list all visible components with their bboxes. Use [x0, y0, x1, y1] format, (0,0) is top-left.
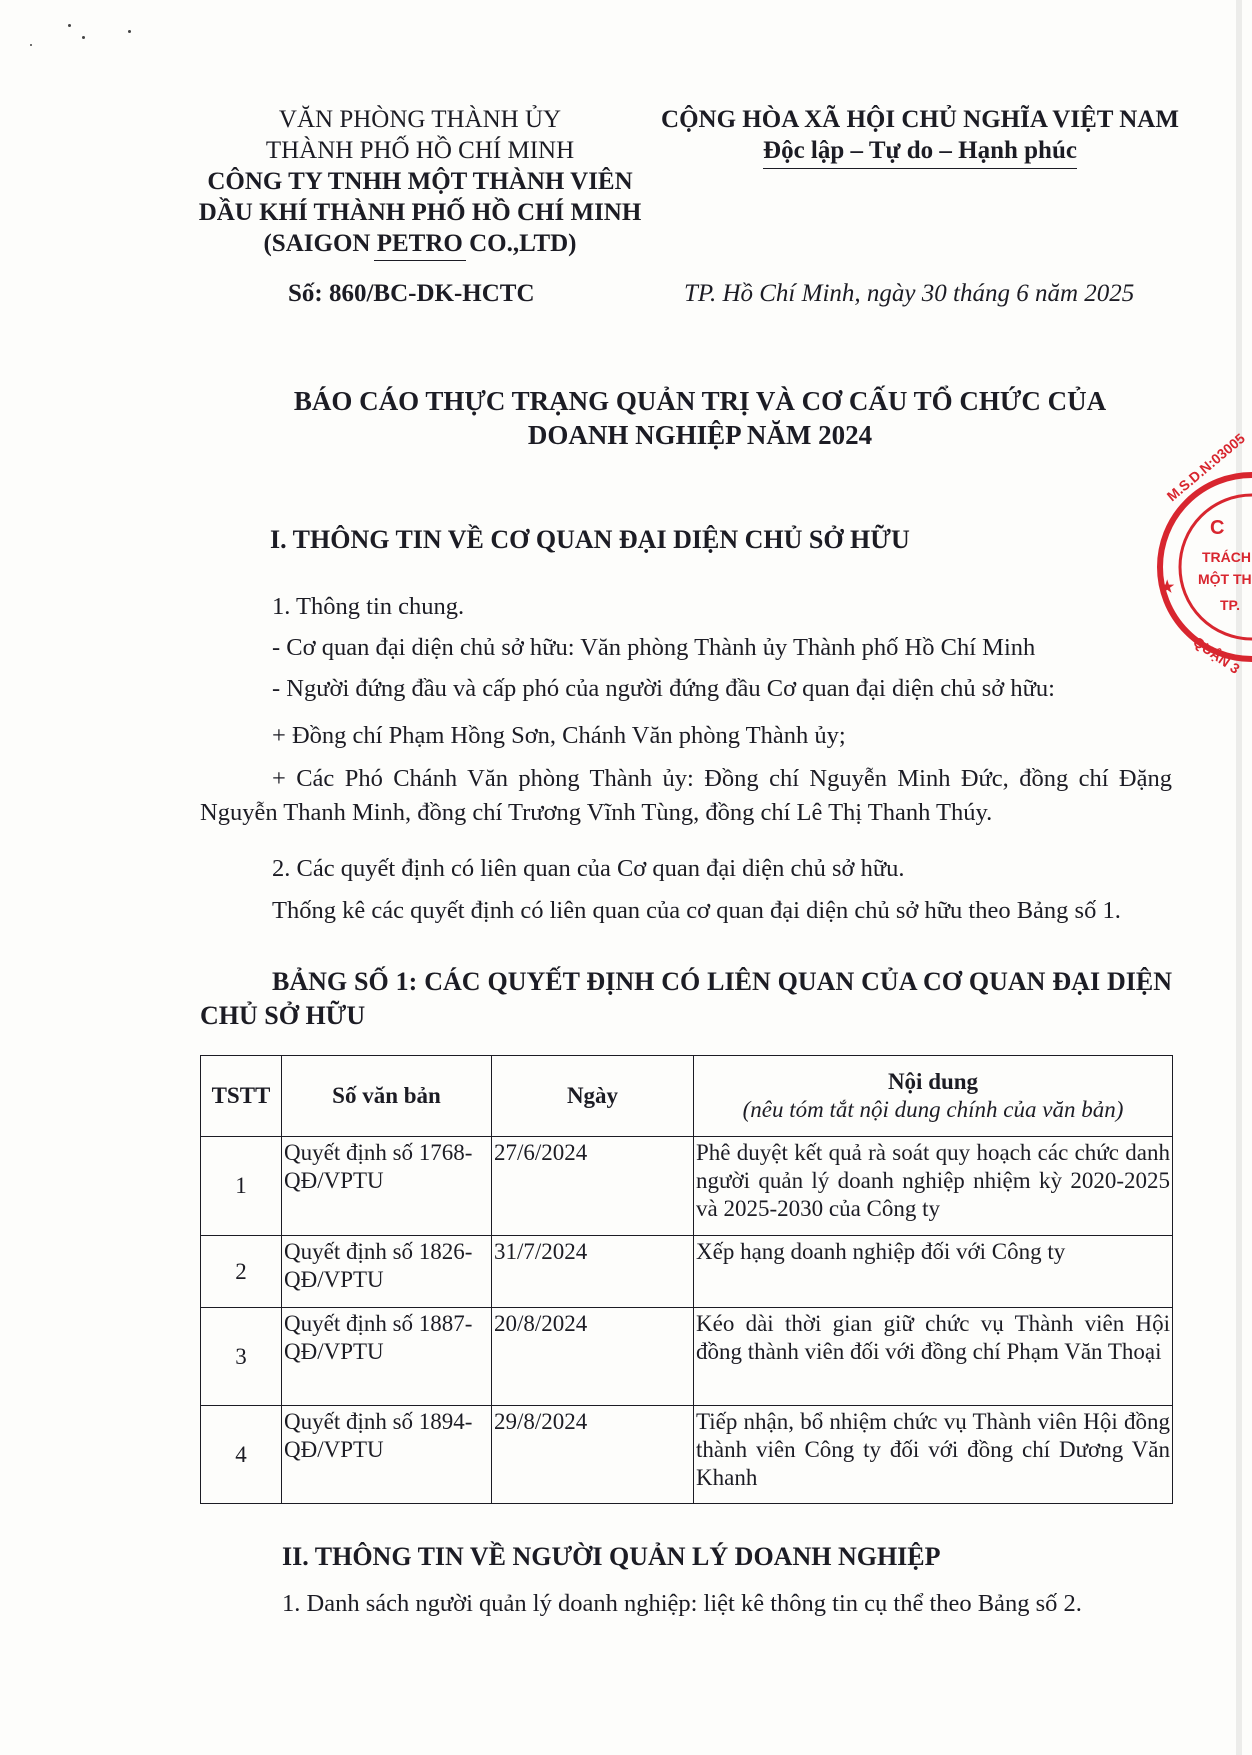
scan-edge [1236, 0, 1242, 1755]
issuer-line-2: THÀNH PHỐ HỒ CHÍ MINH [265, 137, 575, 164]
report-title-line-2: DOANH NGHIỆP NĂM 2024 [527, 420, 873, 450]
header-date: Ngày [492, 1056, 694, 1137]
row-document-number: Quyết định số 1894-QĐ/VPTU [282, 1406, 492, 1504]
scan-speck [68, 24, 71, 27]
company-seal-stamp [1152, 430, 1252, 677]
issuer-line-1: VĂN PHÒNG THÀNH ỦY [278, 106, 562, 133]
section-2-sub-1: 1. Danh sách người quản lý doanh nghiệp: liệt kê thông tin cụ thể theo Bảng số 2. [282, 1590, 1082, 1617]
row-index: 4 [201, 1406, 282, 1504]
table-1-caption: BẢNG SỐ 1: CÁC QUYẾT ĐỊNH CÓ LIÊN QUAN CỦA CƠ QUAN ĐẠI DIỆN CHỦ SỞ HỮU [200, 967, 1172, 1030]
agency-heads-line: - Người đứng đầu và cấp phó của người đứng đầu Cơ quan đại diện chủ sở hữu: [272, 675, 1055, 702]
table-header-row [201, 1056, 1173, 1137]
deputies-paragraph: + Các Phó Chánh Văn phòng Thành ủy: Đồng chí Nguyễn Minh Đức, đồng chí Đặng Nguyễn Thanh Minh, đồng chí Trương Vĩnh Tùng, đồng chí Lê Thị Thanh Thúy. [200, 765, 1172, 826]
header-tstt: TSTT [201, 1056, 282, 1137]
chief-line: + Đồng chí Phạm Hồng Sơn, Chánh Văn phòng Thành ủy; [272, 722, 846, 749]
table-row [201, 1236, 1173, 1308]
issuer-line-3: CÔNG TY TNHH MỘT THÀNH VIÊN [207, 168, 633, 195]
section-1-sub-1: 1. Thông tin chung. [272, 593, 465, 620]
row-document-number: Quyết định số 1768-QĐ/VPTU [282, 1137, 492, 1236]
header-content [694, 1056, 1173, 1137]
row-index: 3 [201, 1308, 282, 1406]
table-row [201, 1137, 1173, 1236]
svg-text:C: C [1210, 517, 1225, 539]
section-1-heading: I. THÔNG TIN VỀ CƠ QUAN ĐẠI DIỆN CHỦ SỞ HỮU [270, 525, 910, 554]
report-title [200, 384, 1200, 452]
section-1-sub-2: 2. Các quyết định có liên quan của Cơ quan đại diện chủ sở hữu. [272, 855, 905, 882]
row-date: 29/8/2024 [492, 1406, 694, 1504]
row-index: 1 [201, 1137, 282, 1236]
row-content: Phê duyệt kết quả rà soát quy hoạch các chức danh người quản lý doanh nghiệp nhiệm kỳ 2020-2025 và 2025-2030 của Công ty [694, 1137, 1173, 1236]
svg-text:TP.: TP. [1220, 597, 1240, 613]
row-document-number: Quyết định số 1887-QĐ/VPTU [282, 1308, 492, 1406]
statistics-paragraph: Thống kê các quyết định có liên quan của cơ quan đại diện chủ sở hữu theo Bảng số 1. [272, 897, 1121, 924]
scan-speck [128, 30, 131, 33]
national-motto-block [660, 104, 1180, 169]
issuer-line-5: (SAIGON PETRO CO.,LTD) [263, 230, 577, 257]
svg-text:M.S.D.N:03005: M.S.D.N:03005 [1163, 430, 1248, 505]
row-content: Xếp hạng doanh nghiệp đối với Công ty [694, 1236, 1173, 1308]
row-index: 2 [201, 1236, 282, 1308]
scan-speck [30, 44, 32, 46]
row-document-number: Quyết định số 1826-QĐ/VPTU [282, 1236, 492, 1308]
header-content-note: (nêu tóm tắt nội dung chính của văn bản) [742, 1097, 1124, 1122]
row-date: 20/8/2024 [492, 1308, 694, 1406]
issuer-line-4: DẦU KHÍ THÀNH PHỐ HỒ CHÍ MINH [198, 199, 642, 226]
issuer-block [180, 104, 660, 259]
table-row [201, 1308, 1173, 1406]
document-number: Số: 860/BC-DK-HCTC [288, 280, 535, 307]
svg-text:TRÁCH: TRÁCH [1202, 549, 1251, 565]
report-title-line-1: BÁO CÁO THỰC TRẠNG QUẢN TRỊ VÀ CƠ CẤU TỔ CHỨC CỦA [293, 386, 1107, 416]
row-content: Tiếp nhận, bổ nhiệm chức vụ Thành viên Hội đồng thành viên Công ty đối với đồng chí Dương Văn Khanh [694, 1406, 1173, 1504]
decisions-table [200, 1055, 1173, 1504]
row-date: 31/7/2024 [492, 1236, 694, 1308]
national-name: CỘNG HÒA XÃ HỘI CHỦ NGHĨA VIỆT NAM [661, 106, 1179, 133]
section-2-heading: II. THÔNG TIN VỀ NGƯỜI QUẢN LÝ DOANH NGHIỆP [282, 1542, 941, 1571]
svg-text:★: ★ [1160, 579, 1175, 596]
document-date: TP. Hồ Chí Minh, ngày 30 tháng 6 năm 2025 [684, 280, 1135, 307]
national-motto: Độc lập – Tự do – Hạnh phúc [763, 135, 1077, 169]
row-date: 27/6/2024 [492, 1137, 694, 1236]
issuer-underline [374, 260, 466, 261]
header-content-title: Nội dung [887, 1069, 979, 1094]
owner-agency-line: - Cơ quan đại diện chủ sở hữu: Văn phòng Thành ủy Thành phố Hồ Chí Minh [272, 634, 1036, 661]
header-document-number: Số văn bản [282, 1056, 492, 1137]
svg-text:QUẬN 3: QUẬN 3 [1190, 633, 1243, 677]
svg-text:MỘT TH: MỘT TH [1198, 571, 1252, 587]
row-content: Kéo dài thời gian giữ chức vụ Thành viên Hội đồng thành viên đối với đồng chí Phạm Văn Thoại [694, 1308, 1173, 1406]
table-row [201, 1406, 1173, 1504]
scan-speck [82, 36, 85, 39]
